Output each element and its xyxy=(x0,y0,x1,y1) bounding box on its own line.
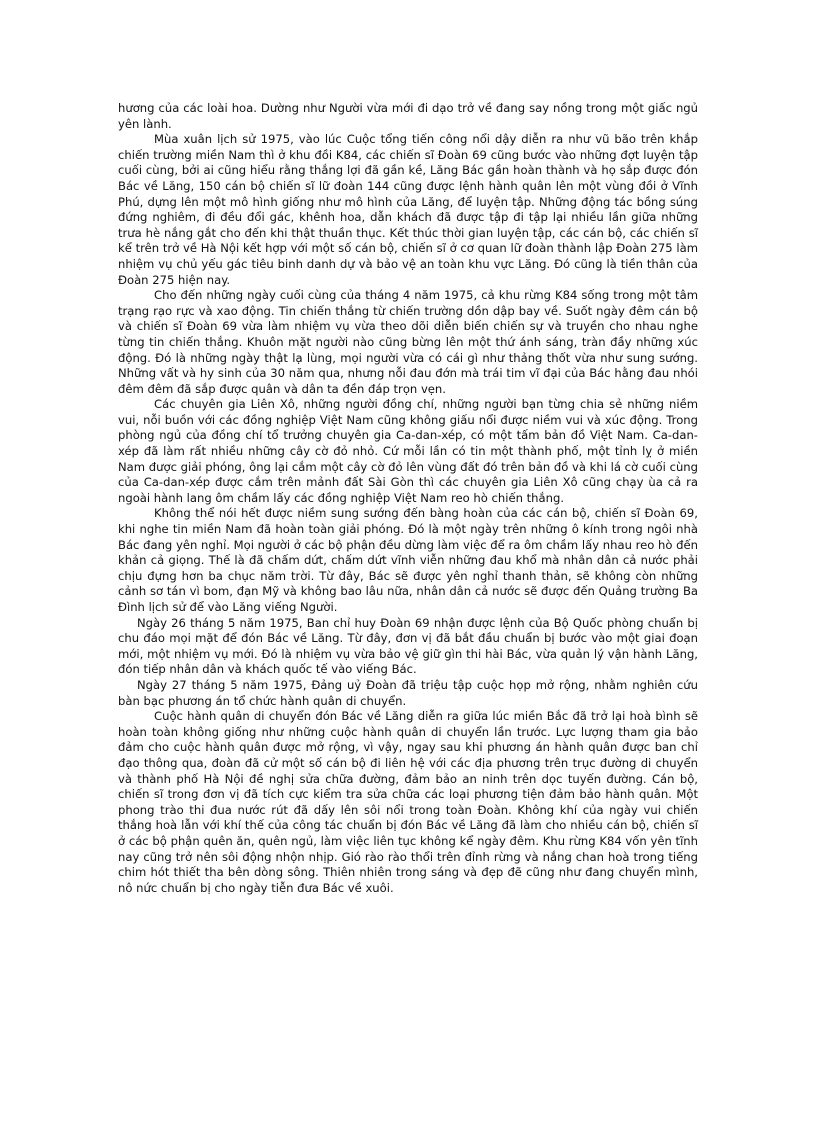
paragraph-3: Cho đến những ngày cuối cùng của tháng 4 năm 1975, cả khu rừng K84 sống trong một tâm trạng rạo rực và xao động. Tin chiến thắng từ chiến trường dồn dập bay về. Suốt ngày đêm cán bộ và chiến sĩ Đoàn 69 vừa làm nhiệm vụ vừa theo dõi diễn biến chiến sự và truyền cho nhau nghe từng tin chiến thắng. Khuôn mặt người nào cũng bừng lên một thứ ánh sáng, tràn đầy những xúc động. Đó là những ngày thật lạ lùng, mọi người vừa có cái gì như thảng thốt vừa như sung sướng. Những vất và hy sinh của 30 năm qua, nhưng nỗi đau đớn mà trái tim vĩ đại của Bác hằng đau nhói đêm đêm đã sắp được quân và dân ta đền đáp trọn vẹn. xyxy=(118,288,698,396)
paragraph-4: Các chuyên gia Liên Xô, những người đồng chí, những người bạn từng chia sẻ những niềm vui, nỗi buồn với các đồng nghiệp Việt Nam cũng không giấu nổi được niềm vui và xúc động. Trong phòng ngủ của đồng chí tổ trưởng chuyên gia Ca-dan-xép, có một tấm bản đồ Việt Nam. Ca-dan-xép đã làm rất nhiều những cây cờ đỏ nhỏ. Cứ mỗi lần có tin một thành phố, một tỉnh lỵ ở miền Nam được giải phóng, ông lại cắm một cây cờ đỏ lên vùng đất đó trên bản đồ và khi lá cờ cuối cùng của Ca-dan-xép được cắm trên mảnh đất Sài Gòn thì các chuyên gia Liên Xô cũng chạy ùa cả ra ngoài hành lang ôm chầm lấy các đồng nghiệp Việt Nam reo hò chiến thắng. xyxy=(118,397,698,505)
paragraph-5: Không thể nói hết được niềm sung sướng đến bàng hoàn của các cán bộ, chiến sĩ Đoàn 69, khi nghe tin miền Nam đã hoàn toàn giải phóng. Đó là một ngày trên những ô kính trong ngôi nhà Bác đang yên nghỉ. Mọi người ở các bộ phận đều dừng làm việc để ra ôm chầm lấy nhau reo hò đến khản cả giọng. Thế là đã chấm dứt, chấm dứt vĩnh viễn những đau khổ mà nhân dân cả nước phải chịu đựng hơn ba chục năm trời. Từ đây, Bác sẽ được yên nghỉ thanh thản, sẽ không còn những cảnh sơ tán vì bom, đạn Mỹ và không bao lâu nữa, nhân dân cả nước sẽ được đến Quảng trường Ba Đình lịch sử để vào Lăng viếng Người. xyxy=(118,506,698,614)
document-page xyxy=(118,101,698,896)
paragraph-2: Mùa xuân lịch sử 1975, vào lúc Cuộc tổng tiến công nổi dậy diễn ra như vũ bão trên khắp chiến trường miền Nam thì ở khu đồi K84, các chiến sĩ Đoàn 69 cũng bước vào những đợt luyện tập cuối cùng, bởi ai cũng hiểu rằng thắng lợi đã gần kề, Lăng Bác gần hoàn thành và họ sắp được đón Bác về Lăng, 150 cán bộ chiến sĩ lữ đoàn 144 cũng được lệnh hành quân lên một vùng đồi ở Vĩnh Phú, dựng lên một mô hình giống như mô hình của Lăng, để luyện tập. Những động tác bồng súng đứng nghiêm, đi đều đổi gác, khênh hoa, dẫn khách đã được tập đi tập lại nhiều lần giữa những trưa hè nắng gắt cho đến khi thật thuần thục. Kết thúc thời gian luyện tập, các cán bộ, các chiến sĩ kể trên trở về Hà Nội kết hợp với một số cán bộ, chiến sĩ ở cơ quan lữ đoàn thành lập Đoàn 275 làm nhiệm vụ chủ yếu gác tiêu binh danh dự và bảo vệ an toàn khu vực Lăng. Đó cũng là tiền thân của Đoàn 275 hiện nay. xyxy=(118,132,698,287)
paragraph-1: hương của các loài hoa. Dường như Người vừa mới đi dạo trở về đang say nồng trong một giấc ngủ yên lành. xyxy=(118,101,698,131)
paragraph-7: Ngày 27 tháng 5 năm 1975, Đảng uỷ Đoàn đã triệu tập cuộc họp mở rộng, nhằm nghiên cứu bàn bạc phương án tổ chức hành quân di chuyển. xyxy=(118,677,698,708)
paragraph-8: Cuộc hành quân di chuyển đón Bác về Lăng diễn ra giữa lúc miền Bắc đã trở lại hoà bình sẽ hoàn toàn không giống như những cuộc hành quân di chuyển lần trước. Lực lượng tham gia bảo đảm cho cuộc hành quân được mở rộng, vì vậy, ngay sau khi phương án hành quân được ban chỉ đạo thông qua, đoàn đã cử một số cán bộ đi liên hệ với các địa phương trên trục đường di chuyển và thành phố Hà Nội đề nghị sửa chữa đường, đảm bảo an ninh trên dọc tuyến đường. Cán bộ, chiến sĩ trong đơn vị đã tích cực kiểm tra sửa chữa các loại phương tiện đảm bảo hành quân. Một phong trào thi đua nước rút đã dấy lên sôi nổi trong toàn Đoàn. Không khí của ngày vui chiến thắng hoà lẫn với khí thế của công tác chuẩn bị đón Bác về Lăng đã làm cho nhiều cán bộ, chiến sĩ ở các bộ phận quên ăn, quên ngủ, làm việc liên tục không kể ngày đêm. Khu rừng K84 vốn yên tĩnh nay cũng trở nên sôi động nhộn nhịp. Gió rào rào thổi trên đỉnh rừng và nắng chan hoà trong tiếng chim hót thiết tha bên dòng sông. Thiên nhiên trong sáng và đẹp đẽ cũng như đang chuyển mình, nô nức chuẩn bị cho ngày tiễn đưa Bác về xuôi. xyxy=(118,709,698,895)
paragraph-6: Ngày 26 tháng 5 năm 1975, Ban chỉ huy Đoàn 69 nhận được lệnh của Bộ Quốc phòng chuẩn bị chu đáo mọi mặt để đón Bác về Lăng. Từ đây, đơn vị đã bắt đầu chuẩn bị bước vào một giai đoạn mới, một nhiệm vụ mới. Đó là nhiệm vụ vừa bảo vệ giữ gìn thi hài Bác, vừa quản lý vận hành Lăng, đón tiếp nhân dân và khách quốc tế vào viếng Bác. xyxy=(118,615,698,677)
